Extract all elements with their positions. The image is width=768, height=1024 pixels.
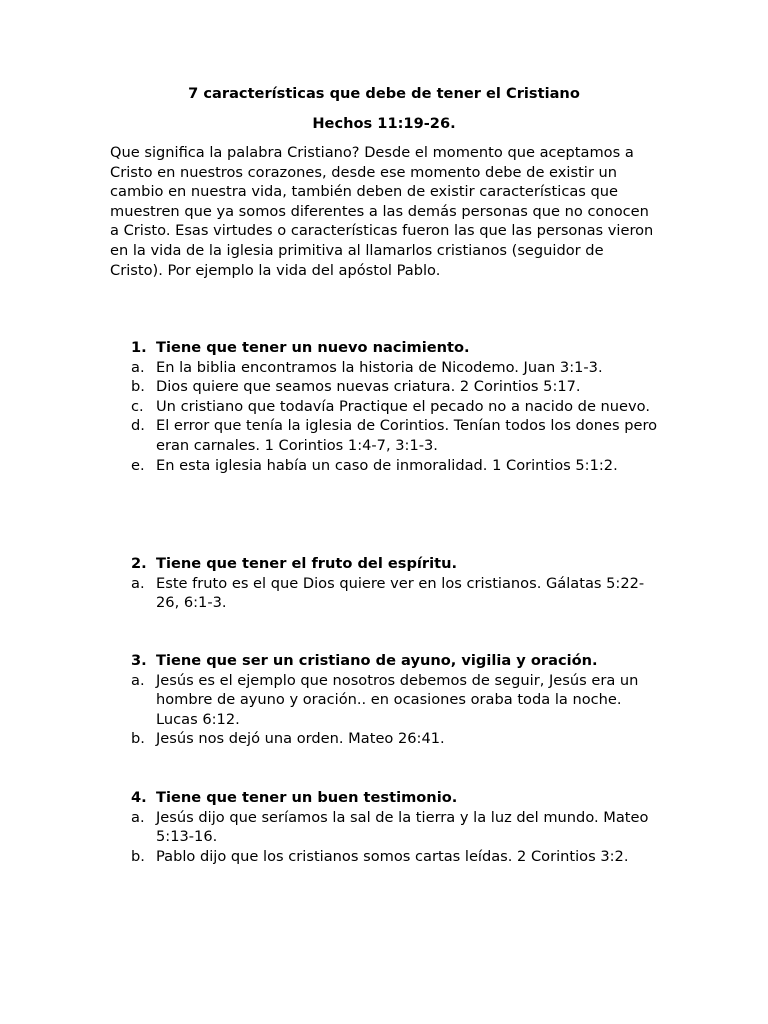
item-letter: e. [131,456,145,474]
list-item [131,416,661,455]
item-text: Este fruto es el que Dios quiere ver en los cristianos. Gálatas 5:22-26, 6:1-3. [156,574,645,612]
list-item [131,847,661,867]
item-letter: b. [131,378,145,396]
section-heading [131,554,661,574]
list-item [131,574,661,613]
item-text: En esta iglesia había un caso de inmoralidad. 1 Corintios 5:1:2. [156,456,618,474]
item-text: Un cristiano que todavía Practique el pecado no a nacido de nuevo. [156,397,650,415]
section-2 [131,554,661,613]
scripture-reference: Hechos 11:19-26. [312,115,456,132]
item-text: Pablo dijo que los cristianos somos cartas leídas. 2 Corintios 3:2. [156,847,629,865]
item-letter: c. [131,397,144,415]
section-heading-text: Tiene que tener un buen testimonio. [156,789,458,806]
item-letter: a. [131,808,145,826]
list-item [131,397,661,417]
item-letter: a. [131,574,145,592]
section-4 [131,788,661,866]
section-heading-text: Tiene que ser un cristiano de ayuno, vigilia y oración. [156,652,598,669]
item-text: Jesús dijo que seríamos la sal de la tierra y la luz del mundo. Mateo 5:13-16. [156,808,649,846]
section-1 [131,338,661,475]
section-number: 3. [131,652,147,669]
list-item [131,808,661,847]
section-heading-text: Tiene que tener el fruto del espíritu. [156,555,458,572]
item-letter: b. [131,847,145,865]
section-number: 1. [131,339,147,356]
section-number: 4. [131,789,147,806]
item-letter: a. [131,358,145,376]
section-heading [131,651,661,671]
item-text: Dios quiere que seamos nuevas criatura. 2 Corintios 5:17. [156,378,581,396]
section-heading [131,338,661,358]
list-item [131,456,661,476]
section-heading-text: Tiene que tener un nuevo nacimiento. [156,339,470,356]
intro-paragraph: Que significa la palabra Cristiano? Desde el momento que aceptamos a Cristo en nuestros corazones, desde ese momento debe de existir un cambio en nuestra vida, también deben de existir características que muestren que ya somos diferentes a las demás personas que no conocen a Cristo. Esas virtudes o características fueron las que las personas vieron en la vida de la iglesia primitiva al llamarlos cristianos (seguidor de Cristo). Por ejemplo la vida del apóstol Pablo. [110,144,654,279]
item-letter: d. [131,417,145,435]
item-text: El error que tenía la iglesia de Corintios. Tenían todos los dones pero eran carnales. 1 Corintios 1:4-7, 3:1-3. [156,417,658,454]
item-text: En la biblia encontramos la historia de Nicodemo. Juan 3:1-3. [156,358,603,376]
item-letter: b. [131,730,145,748]
list-item [131,377,661,397]
section-3 [131,651,661,749]
item-text: Jesús nos dejó una orden. Mateo 26:41. [156,730,445,748]
item-letter: a. [131,671,145,689]
item-text: Jesús es el ejemplo que nosotros debemos de seguir, Jesús era un hombre de ayuno y oración.. en ocasiones oraba toda la noche. Lucas 6:12. [156,671,639,728]
section-heading [131,788,661,808]
document-title: 7 características que debe de tener el Cristiano [188,85,580,102]
list-item [131,671,661,730]
list-item [131,358,661,378]
section-number: 2. [131,555,147,572]
list-item [131,729,661,749]
